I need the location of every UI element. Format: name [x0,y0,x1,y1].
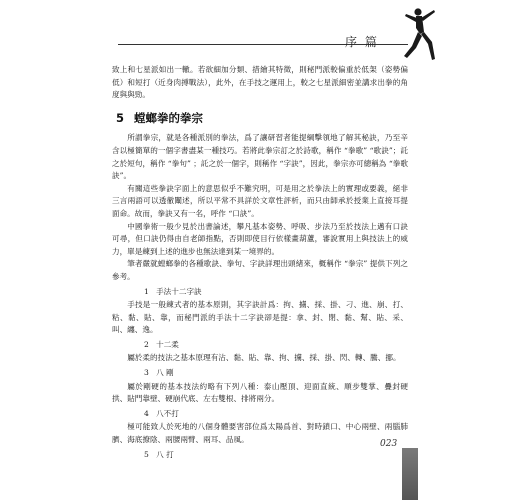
section-heading [116,112,408,125]
subsection-title: 八 剛 [156,368,174,378]
subsection-title: 八不打 [156,408,179,418]
subsection-title: 八 打 [156,449,174,459]
page-edge-tab [402,448,418,500]
subsection-heading [144,339,408,352]
subsection-heading [144,286,408,299]
subsection-heading [144,367,408,380]
subsection-number: 5 [144,449,149,459]
intro-paragraph: 致上和七星派如出一轍。若欲細加分類、措繪其特徵，則秘門派較偏重於低架（姿勢偏低）和短打（近身肉搏戰法），此外，在手技之運用上，較之七星派細密並講求出拳的角度與與勁。 [112,65,408,100]
subsection-body: 手技是一般練式者的基本原則，其字訣計爲：拘、擄、採、掛、刁、進、崩、打、粘、黏、貼、靠，而秘門派的手法十二字訣卻是提：拿、封、閉、黏、幫、貼、采、叫、纏、逸。 [112,300,408,335]
subsection-number: 2 [144,339,149,349]
subsection-heading [144,408,408,421]
section-number: 5 [116,110,125,125]
martial-artist-silhouette-icon [394,6,438,62]
subsection-heading [144,449,408,462]
section-title: 螳螂拳的拳宗 [134,110,203,125]
subsection-number: 1 [144,286,149,296]
page-number: 023 [380,439,398,449]
section-paragraph: 所謂拳宗，就是各種派別的拳法，爲了讓研習者能提綱擊領地了解其秘訣，乃至辛含以極簡單的一個字書盡某一種技巧。若將此拳宗訂之於詩歌，稱作 “拳歌” “歌訣”；託之於短句，稱作 “拳句” ；託之於一個字，則稱作 “字訣”，因此，拳宗亦可總稱為 “拳歌訣”。 [112,133,408,181]
subsection-body: 極可能致人於死地的八個身體要害部位爲太陽爲首、對時鎖口、中心兩壁、兩腦肺臍、海底撩陰、兩腰兩臂、兩耳、品風。 [112,422,408,445]
subsection-body: 屬於柔的技法之基本原理有沾、黏、貼、靠、拘、擄、採、掛、閃、轉、騰、挪。 [127,353,401,363]
chapter-title: 序 篇 [345,35,379,49]
section-paragraph: 筆者嚴就螳螂拳的各種歌訣、拳句、字訣詳理出頭緒來，概稱作 “拳宗” 提供下列之參考。 [112,259,408,281]
subsection-number: 3 [144,368,149,378]
page-body [112,64,408,462]
subsection-body: 屬於剛硬的基本技法約略有下列八種：泰山壓頂、迎面直統、順步雙掌、疊封硬拱、貼門靠壁、硬崩代底、左右雙根、排將兩分。 [112,381,408,404]
subsection-title: 手法十二字訣 [156,286,202,296]
subsection-number: 4 [144,408,149,418]
section-paragraph: 中國拳術一般少見於出書論述，攀凡基本姿勢、呼吸、步法乃至於技法上邁有口訣可尋，但口訣仍得由自老師指點，否則即使目行依樣畫葫蘆，審說實用上與技法上的威力，單是練到上述的進步也無法達到某一境界的。 [112,221,408,256]
subsection-title: 十二柔 [156,339,179,349]
section-paragraph: 有關這些拳訣字面上的意思似乎不難究明，可是用之於拳法上的實理或要義，絕非三言兩語可以透徹闡述，所以平常不具詳於文章性評析，而只由師承於授業上直接耳提面命。故而，拳訣又有一名，呼作 “口訣”。 [112,183,408,218]
